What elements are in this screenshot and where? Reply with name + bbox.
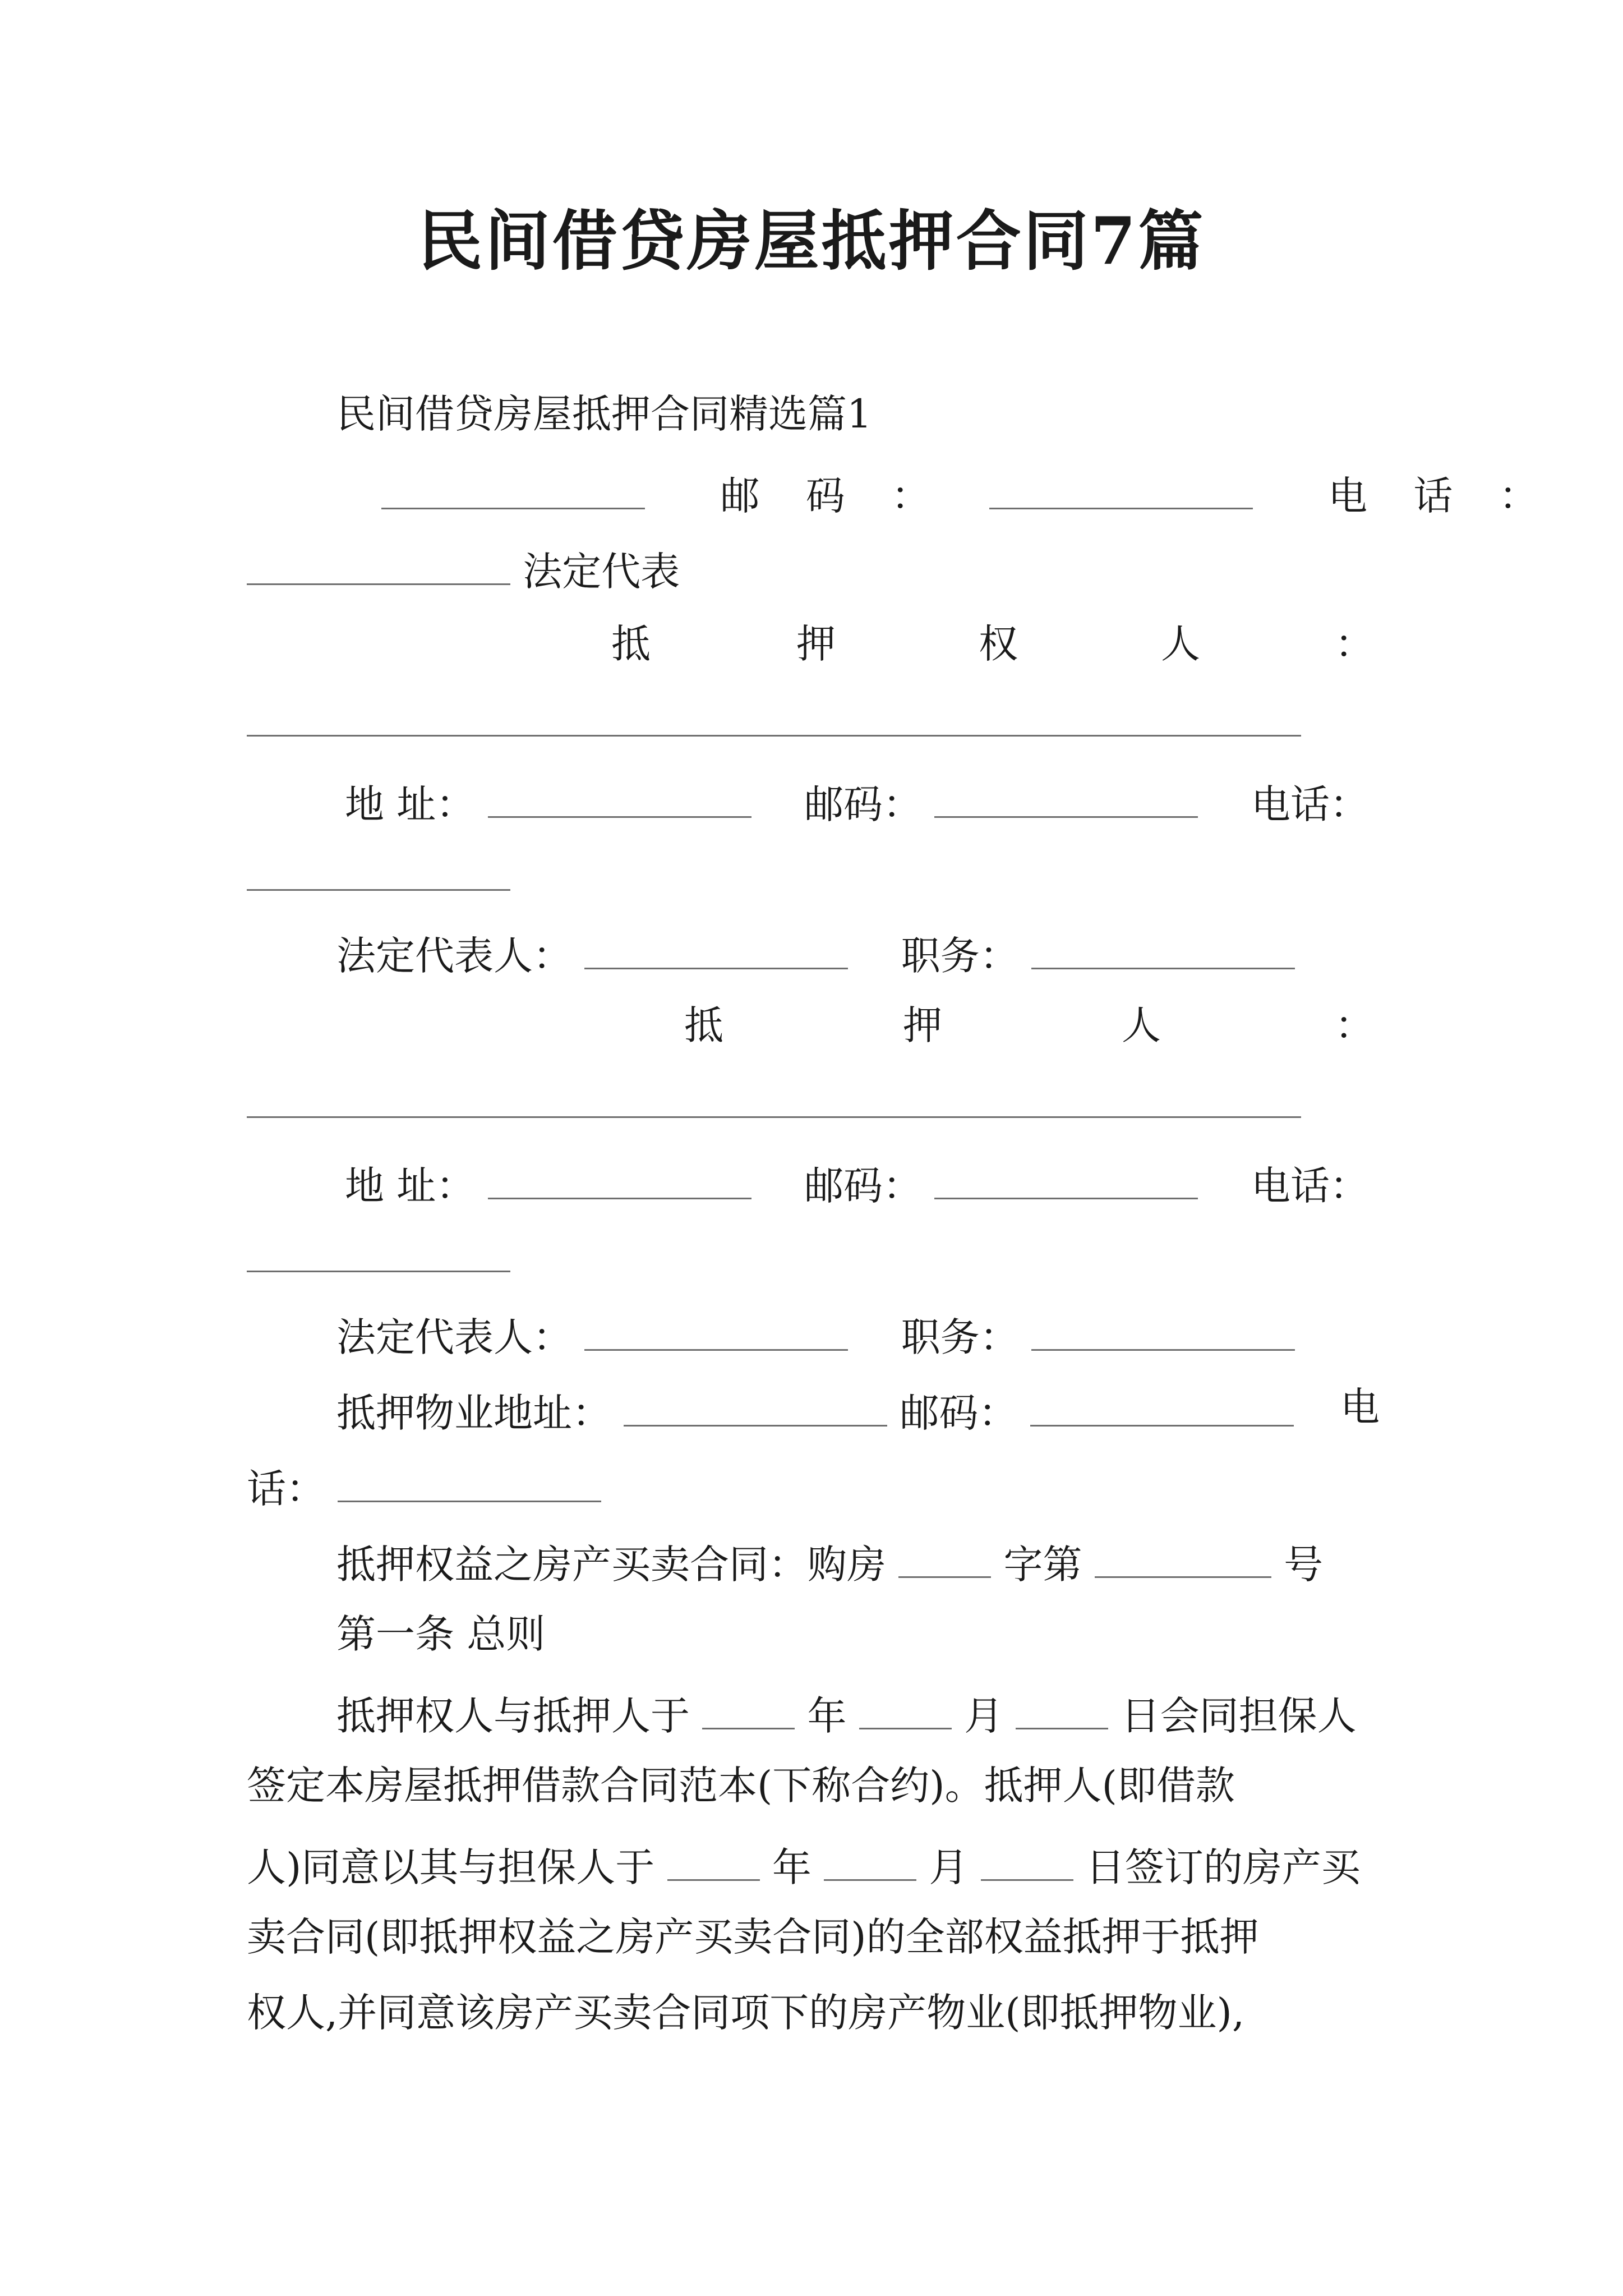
paragraph-line	[247, 1834, 1361, 1888]
sale-contract-label: 抵押权益之房产买卖合同：购房	[336, 1542, 886, 1588]
postcode-label: 邮 码 ：	[720, 473, 948, 519]
address-field[interactable]	[488, 771, 751, 818]
legal-rep-label: 法定代表	[523, 549, 680, 595]
position-label: 职务：	[901, 1314, 1019, 1360]
phone-field[interactable]	[247, 1226, 510, 1272]
mortgagee-char: 抵	[611, 621, 651, 667]
postcode-label: 邮码：	[804, 1163, 923, 1209]
paragraph-text: 年	[807, 1693, 847, 1739]
legal-rep-field[interactable]	[584, 1304, 848, 1351]
property-phone-field[interactable]	[338, 1456, 601, 1502]
page-title: 民间借贷房屋抵押合同7篇	[417, 203, 1206, 279]
postcode-field[interactable]	[934, 1153, 1198, 1199]
paragraph-line: 权人,并同意该房产买卖合同项下的房产物业(即抵押物业),	[247, 1990, 1245, 2036]
day-field[interactable]	[1016, 1683, 1108, 1729]
year-field[interactable]	[667, 1834, 760, 1881]
paragraph-line: 签定本房屋抵押借款合同范本(下称合约)。抵押人(即借款	[247, 1763, 1235, 1809]
property-address-label: 抵押物业地址：	[336, 1390, 611, 1436]
section-heading: 民间借贷房屋抵押合同精选篇1	[336, 391, 872, 437]
phone-label: 电话：	[1251, 781, 1369, 827]
mortgagee-char: 权	[979, 621, 1018, 667]
month-field[interactable]	[824, 1834, 916, 1881]
sale-contract-number-field[interactable]	[1095, 1531, 1271, 1578]
mortgagor-char: 押	[903, 1002, 942, 1048]
article-heading: 第一条 总则	[336, 1611, 546, 1657]
legal-rep-position-row	[336, 1304, 1295, 1358]
paragraph-text: 日会同担保人	[1121, 1693, 1357, 1739]
phone-field[interactable]	[247, 844, 510, 891]
sale-contract-prefix-field[interactable]	[898, 1531, 991, 1578]
position-field[interactable]	[1031, 923, 1295, 969]
postcode-field[interactable]	[934, 771, 1198, 818]
mortgagor-char: ：	[1335, 1002, 1374, 1048]
address-label: 地 址：	[345, 781, 476, 827]
legal-rep-position-row	[336, 923, 1295, 977]
blank-field[interactable]	[381, 463, 645, 509]
sale-contract-mid: 字第	[1003, 1542, 1082, 1588]
phone-label: 电 话 ：	[1328, 473, 1555, 519]
mortgagee-char: 人	[1161, 621, 1200, 667]
paragraph-line: 卖合同(即抵押权益之房产买卖合同)的全部权益抵押于抵押	[247, 1914, 1259, 1960]
header-row	[381, 463, 1555, 517]
day-field[interactable]	[981, 1834, 1073, 1881]
mortgagor-char: 人	[1122, 1002, 1161, 1048]
paragraph-text: 日签订的房产买	[1085, 1844, 1361, 1890]
postcode-label: 邮码：	[804, 781, 923, 827]
position-label: 职务：	[901, 933, 1019, 979]
paragraph-text: 月	[929, 1844, 969, 1890]
paragraph-text: 月	[964, 1693, 1004, 1739]
sale-contract-end: 号	[1284, 1542, 1324, 1588]
address-field[interactable]	[488, 1153, 751, 1199]
property-address-row	[336, 1380, 1294, 1434]
mortgagee-char: 押	[796, 621, 836, 667]
phone-continuation	[247, 844, 510, 898]
mortgagor-char: 抵	[684, 1002, 723, 1048]
legal-rep-row	[247, 539, 680, 595]
sale-contract-row	[336, 1531, 1324, 1588]
property-phone-row	[247, 1456, 601, 1510]
blank-field[interactable]	[247, 539, 510, 585]
paragraph-text: 人)同意以其与担保人于	[247, 1844, 655, 1890]
mortgagee-name-field[interactable]	[247, 735, 1301, 737]
property-phone-prefix: 电	[1340, 1384, 1380, 1430]
paragraph-text: 年	[772, 1844, 824, 1890]
legal-rep-label: 法定代表人：	[336, 1314, 572, 1360]
phone-label: 电话：	[1251, 1163, 1369, 1209]
legal-rep-label: 法定代表人：	[336, 933, 572, 979]
address-label: 地 址：	[345, 1163, 476, 1209]
paragraph-line	[336, 1683, 1357, 1737]
address-row	[345, 1153, 1369, 1207]
property-postcode-label: 邮码：	[900, 1390, 1018, 1436]
address-row	[345, 771, 1369, 825]
mortgagee-char: ：	[1335, 621, 1374, 667]
legal-rep-field[interactable]	[584, 923, 848, 969]
month-field[interactable]	[859, 1683, 952, 1729]
property-postcode-field[interactable]	[1030, 1380, 1294, 1427]
mortgagor-name-field[interactable]	[247, 1116, 1301, 1118]
position-field[interactable]	[1031, 1304, 1295, 1351]
phone-continuation	[247, 1226, 510, 1280]
paragraph-text: 抵押权人与抵押人于	[336, 1693, 690, 1739]
property-address-field[interactable]	[624, 1380, 887, 1427]
year-field[interactable]	[702, 1683, 795, 1729]
property-phone-label: 话：	[247, 1466, 325, 1512]
blank-field[interactable]	[989, 463, 1253, 509]
